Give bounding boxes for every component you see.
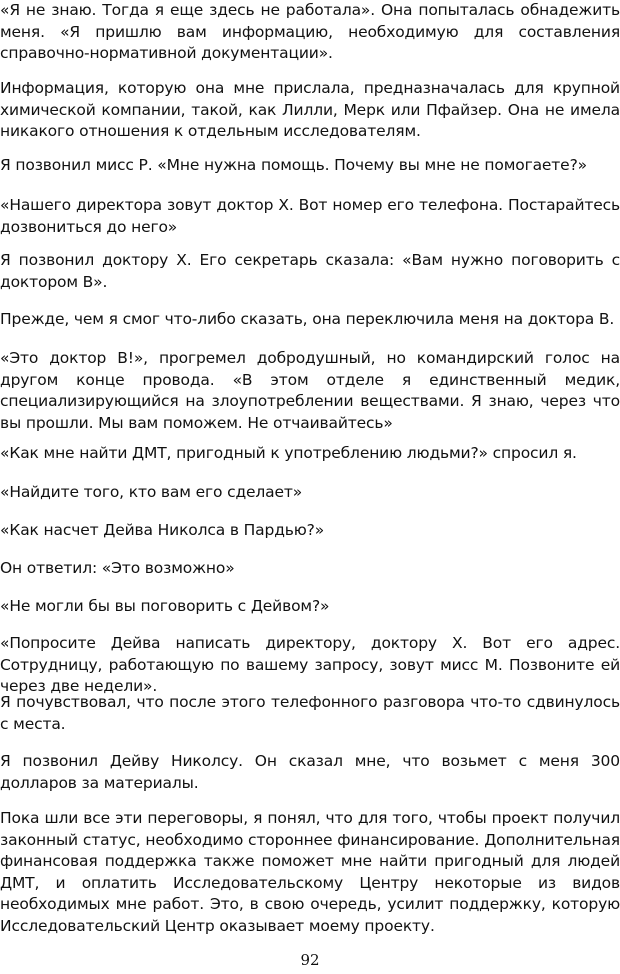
paragraph: «Не могли бы вы поговорить с Дейвом?» — [0, 597, 330, 615]
paragraph: «Как насчет Дейва Николса в Пардью?» — [0, 521, 325, 539]
paragraph: Прежде, чем я смог что-либо сказать, она переключила меня на доктора В. — [0, 310, 615, 328]
paragraph: Он ответил: «Это возможно» — [0, 559, 235, 577]
paragraph: Пока шли все эти переговоры, я понял, что для того, чтобы проект получил законный статус, необходимо стороннее финансирование. Дополнительная финансовая поддержка также поможет мне найти пригодный для людей ДМТ, и оплатить Исследовательскому Центру некоторые из видов необходимых мне работ. Это, в свою очередь, усилит поддержку, которую Исследовательский Центр оказывает моему проекту. — [0, 809, 620, 935]
paragraph: «Попросите Дейва написать директору, доктору Х. Вот его адрес. Сотрудницу, работающую по вашему запросу, зовут мисс М. Позвоните ей через две недели». — [0, 634, 620, 695]
paragraph: «Найдите того, кто вам его сделает» — [0, 483, 303, 501]
paragraph: Я позвонил мисс Р. «Мне нужна помощь. Почему вы мне не помогаете?» — [0, 156, 587, 174]
paragraph: Я почувствовал, что после этого телефонного разговора что-то сдвинулось с места. — [0, 693, 620, 733]
paragraph: «Как мне найти ДМТ, пригодный к употреблению людьми?» спросил я. — [0, 444, 577, 462]
paragraph: Я позвонил доктору Х. Его секретарь сказала: «Вам нужно поговорить с доктором В». — [0, 251, 620, 291]
page-number: 92 — [300, 951, 320, 969]
paragraph: «Я не знаю. Тогда я еще здесь не работала». Она попыталась обнадежить меня. «Я пришлю вам информацию, необходимую для составления справочно-нормативной документации». — [0, 1, 620, 62]
paragraph: Я позвонил Дейву Николсу. Он сказал мне, что возьмет с меня 300 долларов за материалы. — [0, 752, 620, 792]
paragraph: Информация, которую она мне прислала, предназначалась для крупной химической компании, такой, как Лилли, Мерк или Пфайзер. Она не имела никакого отношения к отдельным исследователям. — [0, 79, 620, 140]
paragraph: «Нашего директора зовут доктор Х. Вот номер его телефона. Постарайтесь дозвониться до него» — [0, 196, 620, 236]
paragraph: «Это доктор В!», прогремел добродушный, но командирский голос на другом конце провода. «В этом отделе я единственный медик, специализирующийся на злоупотреблении веществами. Я знаю, через что вы прошли. Мы вам поможем. Не отчаивайтесь» — [0, 349, 620, 432]
